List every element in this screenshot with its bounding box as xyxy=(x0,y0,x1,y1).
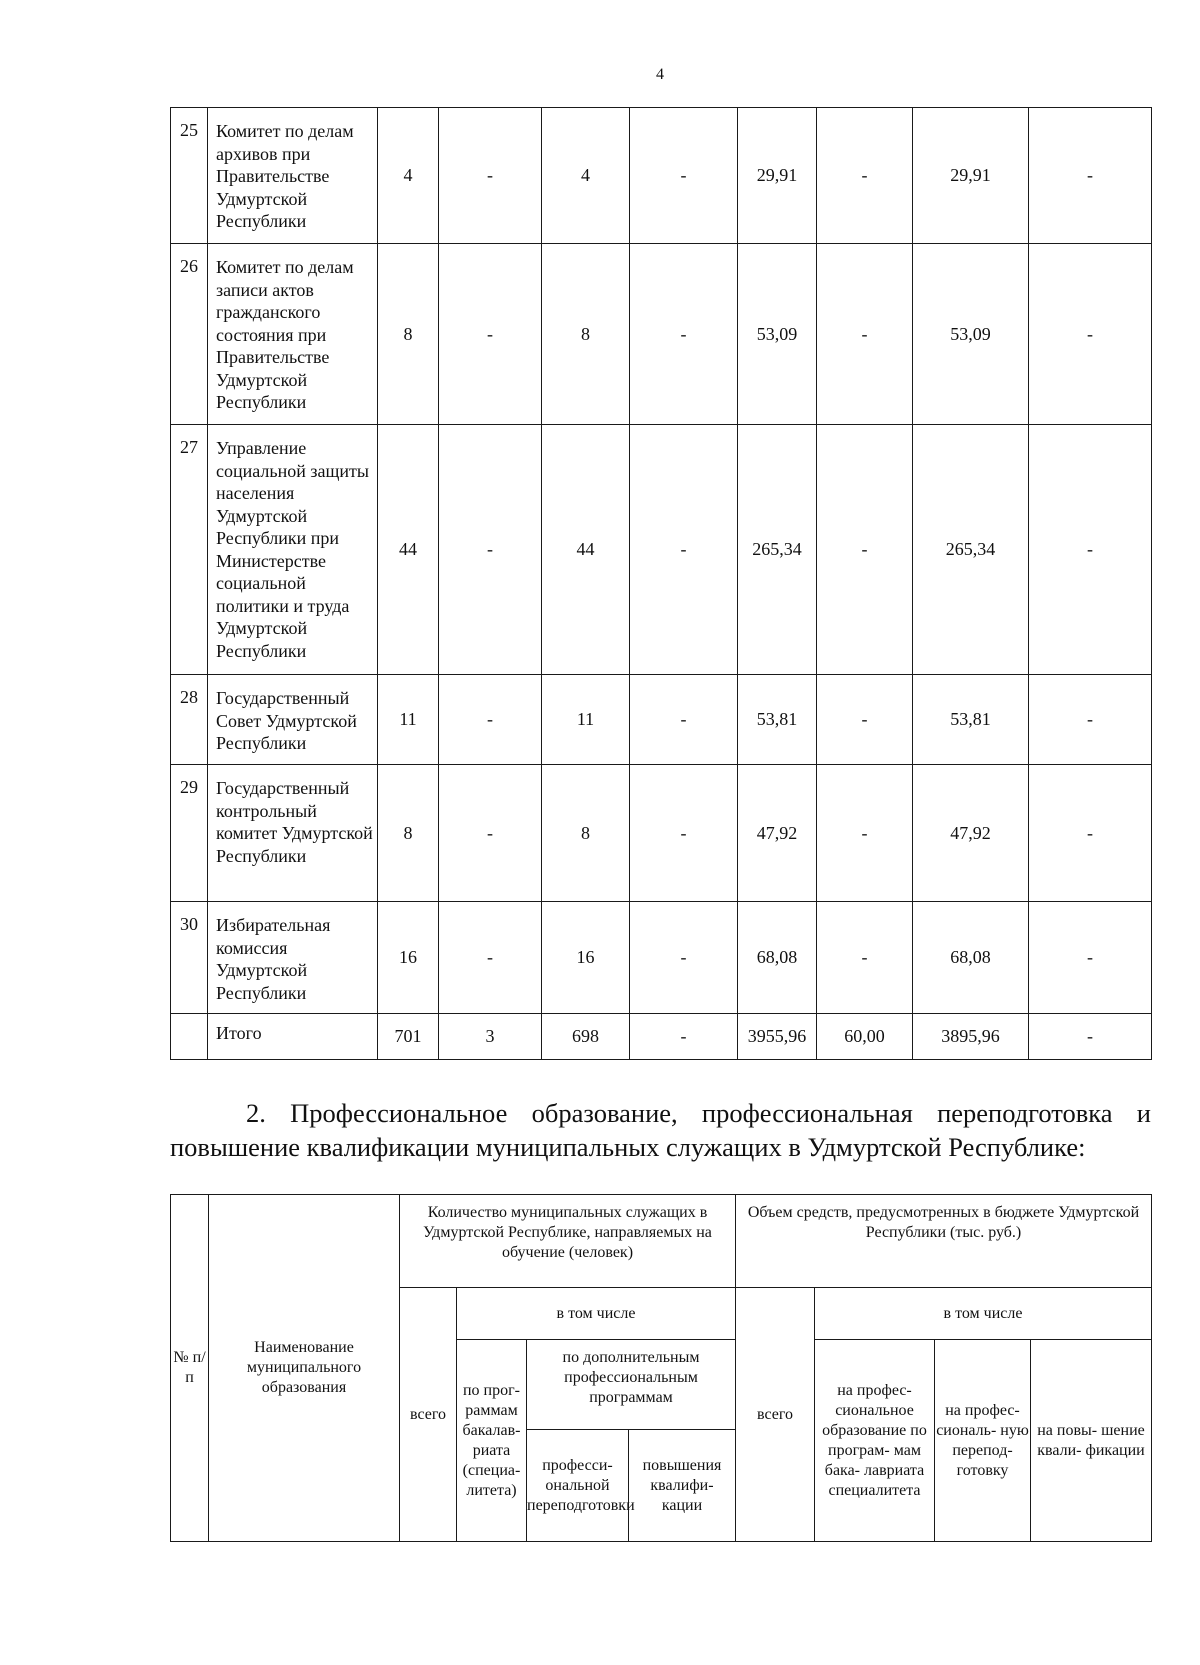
value-c8: - xyxy=(1029,244,1152,425)
value-c2: - xyxy=(439,902,542,1014)
value-c1: 8 xyxy=(378,765,439,902)
value-c1: 4 xyxy=(378,108,439,244)
header-bachelor-programs xyxy=(457,1340,527,1542)
value-c5: 47,92 xyxy=(738,765,817,902)
header-qualification xyxy=(629,1430,736,1542)
header-budget-total-label: всего xyxy=(756,1405,794,1423)
organization-name: Государственный контрольный комитет Удмуртской Республики xyxy=(208,765,378,902)
row-number: 30 xyxy=(171,902,208,1014)
section-2-heading xyxy=(170,1096,1151,1164)
table-row xyxy=(171,425,1152,675)
row-number: 26 xyxy=(171,244,208,425)
value-c6: - xyxy=(817,425,913,675)
value-c6: - xyxy=(817,902,913,1014)
education-table-header xyxy=(170,1194,1152,1542)
value-c8: - xyxy=(1029,902,1152,1014)
value-c3: 8 xyxy=(542,244,630,425)
header-bachelor-programs-label: по прог- раммам бакалав- риата (специа- литета) xyxy=(462,1381,521,1499)
section-2-heading-line-1: 2. Профессиональное образование, профессиональная переподготовка и xyxy=(246,1098,1151,1128)
header-name xyxy=(209,1195,400,1542)
value-c5: 29,91 xyxy=(738,108,817,244)
value-c7: 53,09 xyxy=(913,244,1029,425)
value-c5: 3955,96 xyxy=(738,1014,817,1060)
table-row xyxy=(171,765,1152,902)
organization-name: Итого xyxy=(208,1014,378,1060)
row-number xyxy=(171,1014,208,1060)
staff-training-table-body xyxy=(171,108,1152,1060)
header-retraining-label: професси- ональной переподготовки xyxy=(527,1456,635,1514)
header-budget-including-label: в том числе xyxy=(943,1304,1023,1322)
organization-name: Комитет по делам записи актов гражданского состояния при Правительстве Удмуртской Республики xyxy=(208,244,378,425)
value-c5: 68,08 xyxy=(738,902,817,1014)
row-number: 28 xyxy=(171,675,208,765)
header-budget-education-label: на профес- сиональное образование по програм- мам бака- лавриата специалитета xyxy=(822,1381,927,1499)
section-2-heading-line-2: повышение квалификации муниципальных служащих в Удмуртской Республике: xyxy=(170,1132,1086,1162)
value-c6: - xyxy=(817,108,913,244)
value-c1: 11 xyxy=(378,675,439,765)
header-budget-group-label: Объем средств, предусмотренных в бюджете Удмуртской Республики (тыс. руб.) xyxy=(747,1204,1140,1241)
row-number: 29 xyxy=(171,765,208,902)
value-c6: - xyxy=(817,244,913,425)
header-budget-total xyxy=(736,1288,815,1542)
page-number: 4 xyxy=(656,66,664,83)
value-c3: 11 xyxy=(542,675,630,765)
header-people-total xyxy=(400,1288,457,1542)
header-people-including-label: в том числе xyxy=(556,1304,636,1322)
table-row xyxy=(171,244,1152,425)
header-people-group xyxy=(400,1195,736,1288)
header-people-total-label: всего xyxy=(409,1405,447,1423)
table-row xyxy=(171,902,1152,1014)
value-c7: 3895,96 xyxy=(913,1014,1029,1060)
value-c1: 8 xyxy=(378,244,439,425)
value-c4: - xyxy=(630,675,738,765)
header-budget-retraining-label: на профес- сиональ- ную перепод- готовку xyxy=(936,1401,1029,1479)
value-c3: 698 xyxy=(542,1014,630,1060)
row-number: 27 xyxy=(171,425,208,675)
value-c1: 701 xyxy=(378,1014,439,1060)
header-budget-retraining xyxy=(935,1340,1031,1542)
table-row xyxy=(171,108,1152,244)
header-num xyxy=(171,1195,209,1542)
value-c3: 44 xyxy=(542,425,630,675)
row-number: 25 xyxy=(171,108,208,244)
value-c2: 3 xyxy=(439,1014,542,1060)
value-c2: - xyxy=(439,675,542,765)
value-c1: 44 xyxy=(378,425,439,675)
organization-name: Государственный Совет Удмуртской Республики xyxy=(208,675,378,765)
organization-name: Управление социальной защиты населения Удмуртской Республики при Министерстве социальной политики и труда Удмуртской Республики xyxy=(208,425,378,675)
organization-name: Комитет по делам архивов при Правительстве Удмуртской Республики xyxy=(208,108,378,244)
value-c2: - xyxy=(439,244,542,425)
total-row xyxy=(171,1014,1152,1060)
header-additional-programs xyxy=(527,1340,736,1430)
value-c1: 16 xyxy=(378,902,439,1014)
value-c4: - xyxy=(630,765,738,902)
value-c7: 265,34 xyxy=(913,425,1029,675)
value-c7: 29,91 xyxy=(913,108,1029,244)
value-c3: 4 xyxy=(542,108,630,244)
value-c2: - xyxy=(439,765,542,902)
value-c4: - xyxy=(630,902,738,1014)
header-name-label: Наименование муниципального образования xyxy=(246,1339,362,1396)
value-c5: 265,34 xyxy=(738,425,817,675)
value-c6: - xyxy=(817,765,913,902)
header-num-label: № п/п xyxy=(173,1349,206,1386)
value-c5: 53,81 xyxy=(738,675,817,765)
value-c7: 47,92 xyxy=(913,765,1029,902)
value-c8: - xyxy=(1029,675,1152,765)
value-c3: 16 xyxy=(542,902,630,1014)
value-c8: - xyxy=(1029,765,1152,902)
value-c6: 60,00 xyxy=(817,1014,913,1060)
value-c7: 53,81 xyxy=(913,675,1029,765)
table-row xyxy=(171,675,1152,765)
header-people-including xyxy=(457,1288,736,1340)
value-c6: - xyxy=(817,675,913,765)
header-budget-education xyxy=(815,1340,935,1542)
header-budget-qualification-label: на повы- шение квали- фикации xyxy=(1037,1421,1145,1459)
value-c8: - xyxy=(1029,108,1152,244)
staff-training-table xyxy=(170,107,1152,1060)
value-c3: 8 xyxy=(542,765,630,902)
value-c8: - xyxy=(1029,1014,1152,1060)
value-c8: - xyxy=(1029,425,1152,675)
header-budget-group xyxy=(736,1195,1152,1288)
header-retraining xyxy=(527,1430,635,1542)
value-c5: 53,09 xyxy=(738,244,817,425)
header-budget-including xyxy=(815,1288,1152,1340)
header-people-group-label: Количество муниципальных служащих в Удмуртской Республике, направляемых на обучение (человек) xyxy=(423,1204,712,1261)
value-c4: - xyxy=(630,425,738,675)
organization-name: Избирательная комиссия Удмуртской Республики xyxy=(208,902,378,1014)
value-c4: - xyxy=(630,244,738,425)
value-c2: - xyxy=(439,425,542,675)
value-c2: - xyxy=(439,108,542,244)
value-c7: 68,08 xyxy=(913,902,1029,1014)
header-qualification-label: повышения квалифи- кации xyxy=(642,1456,722,1514)
header-additional-programs-label: по дополнительным профессиональным программам xyxy=(562,1349,700,1406)
header-budget-qualification xyxy=(1031,1340,1152,1542)
value-c4: - xyxy=(630,108,738,244)
value-c4: - xyxy=(630,1014,738,1060)
